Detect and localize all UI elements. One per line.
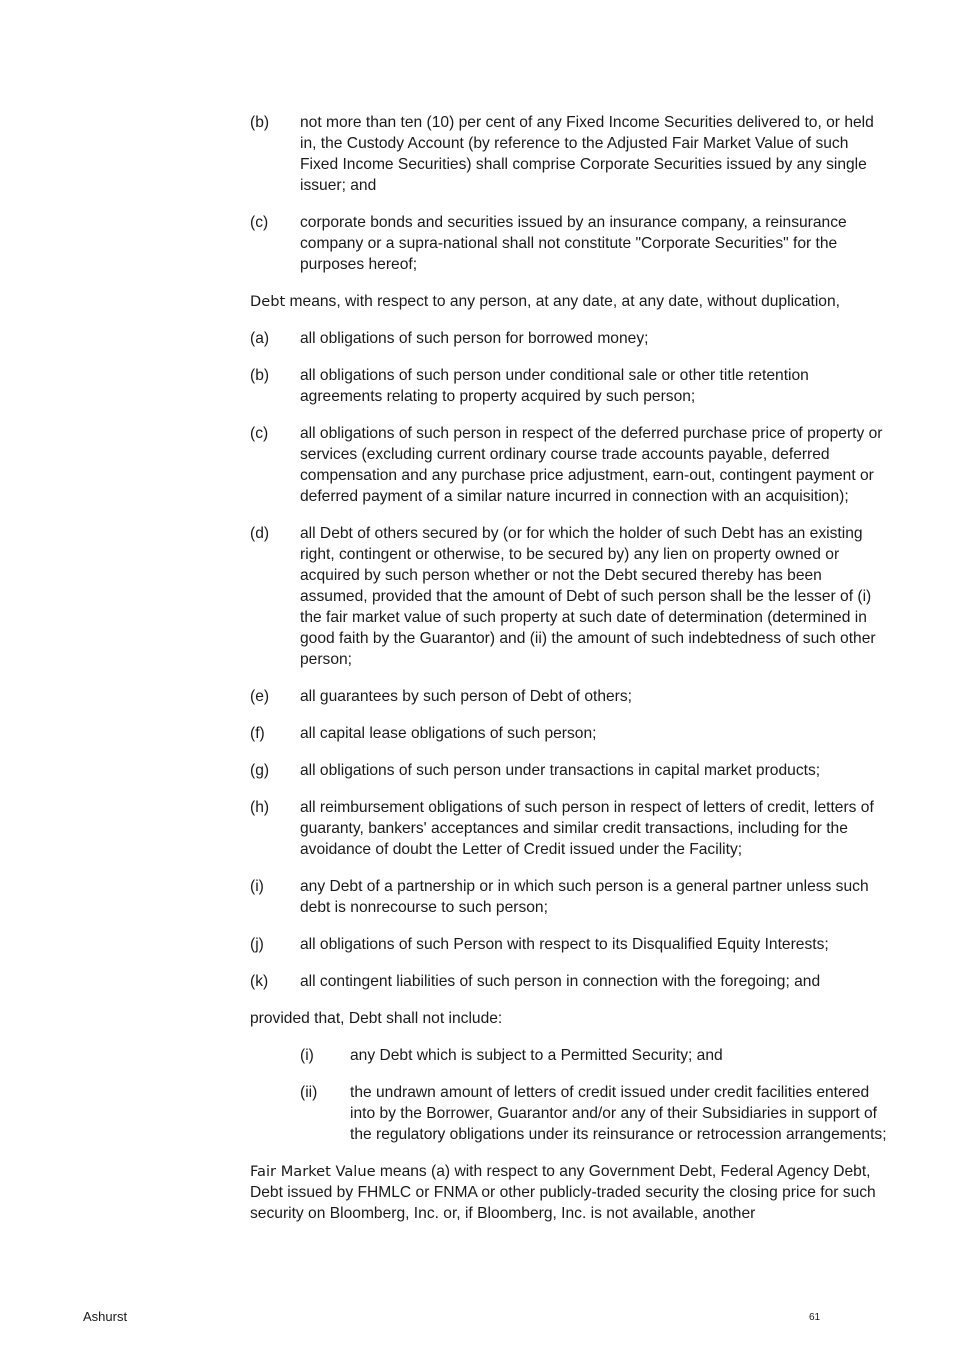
list-text: all obligations of such person under transactions in capital market products;	[300, 762, 821, 779]
list-item	[250, 760, 890, 781]
list-text: all reimbursement obligations of such person in respect of letters of credit, letters of guaranty, bankers' acceptances and similar credit transactions, including for the avoidance of doubt the Letter of Credit issued under the Facility;	[300, 799, 874, 858]
list-label: (i)	[300, 1047, 314, 1064]
list-label: (f)	[250, 725, 265, 742]
list-item	[250, 723, 890, 744]
definition-text: means (a) with respect to any Government Debt, Federal Agency Debt, Debt issued by FHMLC or FNMA or other publicly-traded security the closing price for such security on Bloomberg, Inc. or, if Bloomberg, Inc. is not available, another	[250, 1163, 876, 1222]
list-label: (b)	[250, 114, 270, 131]
list-item	[250, 971, 890, 992]
definition-text: means, with respect to any person, at any date, at any date, without duplication,	[285, 293, 840, 310]
fair-market-value-definition	[250, 1161, 890, 1224]
list-text: all Debt of others secured by (or for which the holder of such Debt has an existing right, contingent or otherwise, to be secured by) any lien on property owned or acquired by such person whether or not the Debt secured thereby has been assumed, provided that the amount of Debt of such person shall be the lesser of (i) the fair market value of such property at such date of determination (determined in good faith by the Guarantor) and (ii) the amount of such indebtedness of such other person;	[300, 525, 876, 668]
list-text: all capital lease obligations of such person;	[300, 725, 597, 742]
list-item-b-top	[250, 112, 890, 196]
list-text: corporate bonds and securities issued by an insurance company, a reinsurance company or a supra-national shall not constitute "Corporate Securities" for the purposes hereof;	[300, 214, 847, 273]
list-item-c-top	[250, 212, 890, 275]
list-label: (b)	[250, 367, 270, 384]
proviso-item	[300, 1045, 890, 1066]
proviso-item	[300, 1082, 890, 1145]
list-text: the undrawn amount of letters of credit issued under credit facilities entered into by the Borrower, Guarantor and/or any of their Subsidiaries in support of the regulatory obligations under its reinsurance or retrocession arrangements;	[350, 1084, 887, 1143]
list-text: all contingent liabilities of such person in connection with the foregoing; and	[300, 973, 821, 990]
list-text: all obligations of such person under conditional sale or other title retention agreements relating to property acquired by such person;	[300, 367, 809, 405]
list-label: (c)	[250, 425, 269, 442]
list-text: all obligations of such person for borrowed money;	[300, 330, 649, 347]
list-label: (a)	[250, 330, 270, 347]
list-item	[250, 934, 890, 955]
footer-firm-name: Ashurst	[83, 1309, 128, 1324]
list-item	[250, 797, 890, 860]
list-label: (c)	[250, 214, 269, 231]
list-label: (g)	[250, 762, 270, 779]
list-label: (ii)	[300, 1084, 318, 1101]
list-item	[250, 365, 890, 407]
debt-definition	[250, 291, 890, 312]
defined-term-fair-market-value: Fair Market Value	[250, 1163, 376, 1180]
list-label: (k)	[250, 973, 269, 990]
list-text: any Debt of a partnership or in which such person is a general partner unless such debt is nonrecourse to such person;	[300, 878, 869, 916]
list-label: (e)	[250, 688, 270, 705]
list-text: all obligations of such person in respect of the deferred purchase price of property or services (excluding current ordinary course trade accounts payable, deferred compensation and any purchase price adjustment, earn-out, contingent payment or deferred payment of a similar nature incurred in connection with an acquisition);	[300, 425, 883, 505]
list-text: all guarantees by such person of Debt of others;	[300, 688, 632, 705]
list-label: (i)	[250, 878, 264, 895]
list-label: (h)	[250, 799, 270, 816]
list-item	[250, 686, 890, 707]
list-item	[250, 423, 890, 507]
list-item	[250, 876, 890, 918]
page-number: 61	[809, 1312, 821, 1323]
list-text: any Debt which is subject to a Permitted Security; and	[350, 1047, 723, 1064]
list-text: not more than ten (10) per cent of any Fixed Income Securities delivered to, or held in, the Custody Account (by reference to the Adjusted Fair Market Value of such Fixed Income Securities) shall comprise Corporate Securities issued by any single issuer; and	[300, 114, 874, 194]
list-label: (d)	[250, 525, 270, 542]
list-label: (j)	[250, 936, 264, 953]
document-body	[250, 112, 890, 1240]
list-item	[250, 523, 890, 670]
proviso: provided that, Debt shall not include:	[250, 1010, 503, 1027]
defined-term-debt: Debt	[250, 293, 286, 310]
list-text: all obligations of such Person with respect to its Disqualified Equity Interests;	[300, 936, 829, 953]
list-item	[250, 328, 890, 349]
